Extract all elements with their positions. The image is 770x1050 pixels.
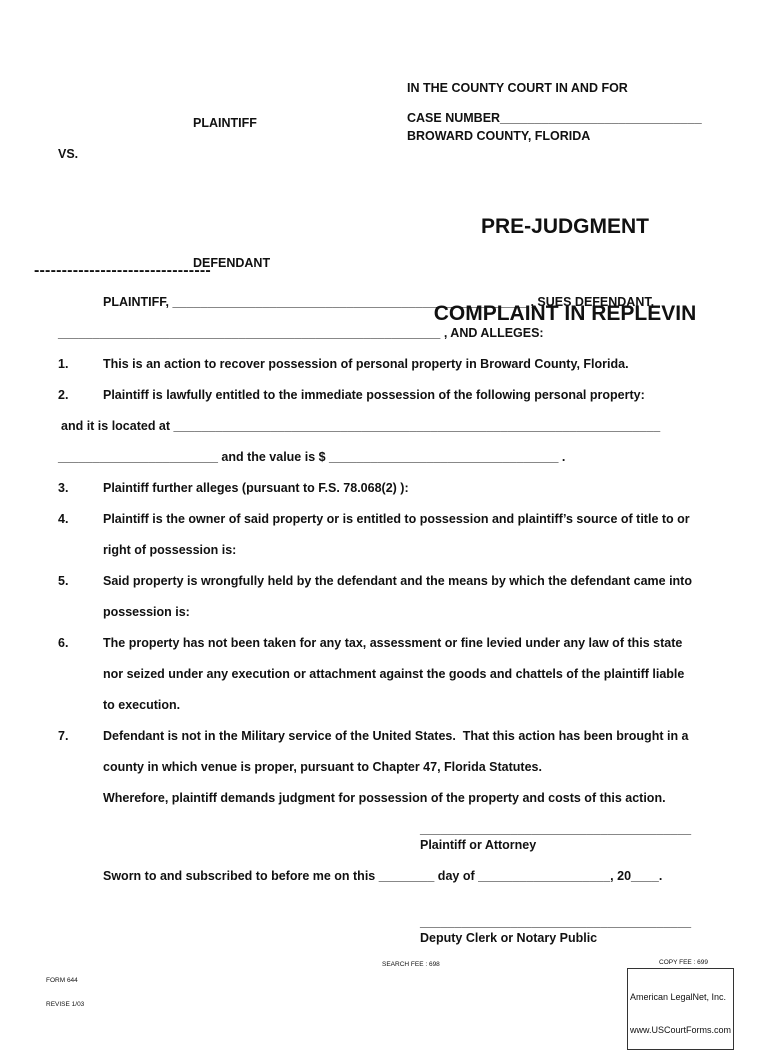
title-line2: COMPLAINT IN REPLEVIN — [433, 302, 697, 325]
located-at-line: and it is located at ______________________________________________________________________ — [61, 419, 661, 433]
plaintiff-label: PLAINTIFF — [193, 116, 257, 130]
publisher-name: American LegalNet, Inc. — [630, 992, 727, 1002]
paragraph-6-text-line3: to execution. — [103, 698, 181, 712]
plaintiff-or-attorney-label: Plaintiff or Attorney — [420, 838, 537, 852]
paragraph-1-text: This is an action to recover possession of personal property in Broward County, Florida. — [103, 357, 629, 371]
paragraph-3-text: Plaintiff further alleges (pursuant to F.S. 78.068(2) ): — [103, 481, 409, 495]
defendant-label: DEFENDANT — [193, 256, 271, 270]
revise-date: REVISE 1/03 — [46, 1001, 85, 1008]
plaintiff-signature-line: _______________________________________ — [420, 822, 692, 836]
paragraph-7-text-line1: Defendant is not in the Military service of the United States. That this action has been brought in a — [103, 729, 689, 743]
vs-label: VS. — [58, 147, 79, 161]
value-line: _______________________ and the value is $ _________________________________ . — [58, 450, 566, 464]
title-line1: PRE-JUDGMENT — [480, 215, 649, 238]
form-number: FORM 644 — [46, 977, 78, 984]
paragraph-number: 7. — [58, 729, 69, 743]
wherefore-clause: Wherefore, plaintiff demands judgment for possession of the property and costs of this action. — [103, 791, 666, 805]
form-info — [46, 961, 84, 1017]
paragraph-number: 2. — [58, 388, 69, 402]
paragraph-5-text-line1: Said property is wrongfully held by the defendant and the means by which the defendant came into — [103, 574, 692, 588]
paragraph-5-text-line2: possession is: — [103, 605, 190, 619]
deputy-clerk-label: Deputy Clerk or Notary Public — [420, 931, 598, 945]
paragraph-6-text-line2: nor seized under any execution or attachment against the goods and chattels of the plaintiff liable — [103, 667, 685, 681]
paragraph-number: 6. — [58, 636, 69, 650]
publisher-url[interactable]: www.USCourtForms.com — [630, 1025, 732, 1035]
court-caption — [407, 48, 628, 160]
paragraph-number: 5. — [58, 574, 69, 588]
intro-line1: PLAINTIFF, ___________________________________________________ , SUES DEFENDANT, — [103, 295, 655, 309]
caption-separator: -------------------------------- — [34, 262, 211, 279]
case-number-field: CASE NUMBER_____________________________ — [407, 111, 702, 125]
publisher-box — [627, 968, 734, 1050]
search-fee: SEARCH FEE : 698 — [382, 961, 440, 968]
paragraph-7-text-line2: county in which venue is proper, pursuant to Chapter 47, Florida Statutes. — [103, 760, 542, 774]
paragraph-4-text-line1: Plaintiff is the owner of said property or is entitled to possession and plaintiff’s source of title to or — [103, 512, 690, 526]
notary-signature-line: _______________________________________ — [420, 915, 692, 929]
paragraph-number: 1. — [58, 357, 69, 371]
paragraph-number: 3. — [58, 481, 69, 495]
intro-line2: _______________________________________________________ , AND ALLEGES: — [58, 326, 544, 340]
paragraph-6-text-line1: The property has not been taken for any tax, assessment or fine levied under any law of this state — [103, 636, 683, 650]
sworn-statement: Sworn to and subscribed to before me on this ________ day of ___________________, 20____. — [103, 869, 663, 883]
paragraph-number: 4. — [58, 512, 69, 526]
court-caption-line1: IN THE COUNTY COURT IN AND FOR — [407, 81, 628, 95]
court-caption-line2: BROWARD COUNTY, FLORIDA — [407, 129, 591, 143]
paragraph-2-text: Plaintiff is lawfully entitled to the immediate possession of the following personal property: — [103, 388, 645, 402]
paragraph-4-text-line2: right of possession is: — [103, 543, 237, 557]
copy-fee: COPY FEE : 699 — [659, 959, 709, 966]
